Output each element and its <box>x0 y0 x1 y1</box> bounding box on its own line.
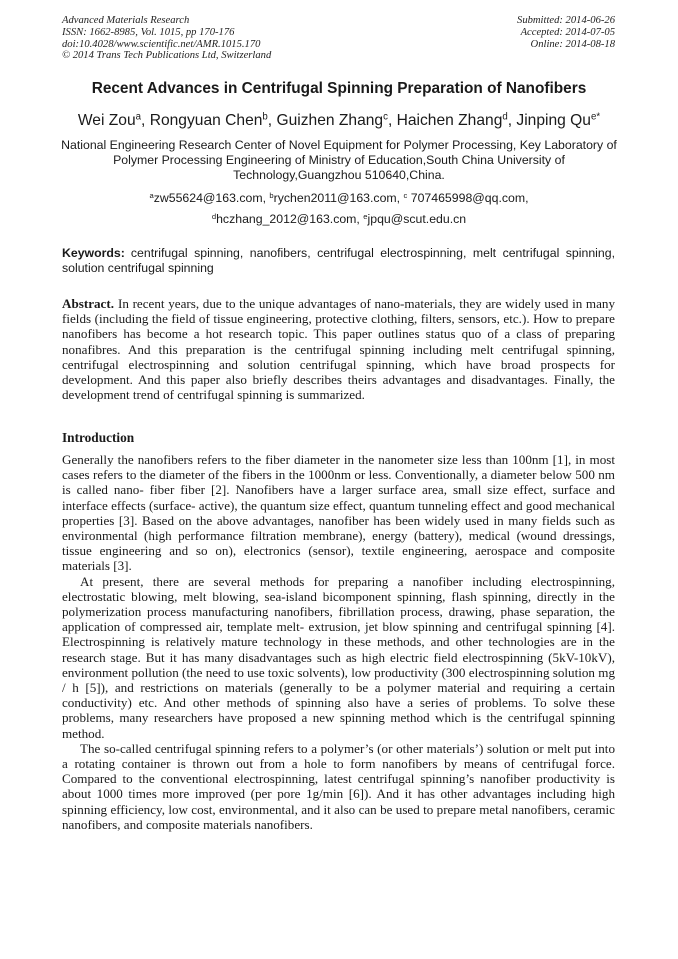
date-accepted: Accepted: 2014-07-05 <box>520 26 615 38</box>
author: Jinping $Qu^{e*}$ <box>516 111 601 129</box>
email-line: $^d$hczhang_2012@163.com, $^e$jpqu@scut.edu.cn <box>211 211 467 226</box>
author-list <box>30 112 648 130</box>
publication-dates <box>517 15 615 50</box>
journal-name: Advanced Materials Research <box>62 15 190 26</box>
author-emails <box>60 188 618 230</box>
paper-title: Recent Advances in Centrifugal Spinning Preparation of Nanofibers <box>91 80 587 97</box>
author: Rongyuan Chen$^b$, <box>149 111 277 129</box>
keywords-text: centrifugal spinning, nanofibers, centrifugal electrospinning, melt centrifugal spinning, solution centrifugal spinning <box>62 246 615 275</box>
keywords-label: Keywords: <box>62 246 125 260</box>
introduction-body <box>62 452 615 832</box>
email-link[interactable]: 707465998@qq.com, <box>407 191 529 205</box>
journal-doi: doi:10.4028/www.scientific.net/AMR.1015.170 <box>62 38 261 50</box>
abstract-text: In recent years, due to the unique advantages of nano-materials, they are widely used in many fields (including the field of tissue engineering, protective clothing, filters, sensors, etc.). How to prepare nanofibers has become a hot research topic. This paper outlines status quo of a class of preparing nonafibres. And this preparation is the centrifugal spinning including melt centrifugal spinning, centrifugal electrospinning and solution centrifugal spinning, which have broad prospects for development. And this paper also briefly describes theirs advantages and disadvantages. Finally, the development trend of centrifugal spinning is summarized. <box>62 296 615 403</box>
paragraph: At present, there are several methods for preparing a nanofiber including electrospinning, electrostatic blowing, melt blowing, sea-island bicomponent spinning, flash spinning, directly in the polymerization process manufacturing nanofibers, fibrillation process, drawing, phase separation, the application of compressed air, template melt- extrusion, jet blow spinning and centrifugal spinning [4]. Electrospinning is relatively mature technology in these methods, and other technologies are in the research stage. But it has many disadvantages such as high electric field electrospinning (5kV-10kV), environment pollution (the need to use toxic solvents), low productivity (300 electrospinning solution mg / h [5]), and restrictions on materials (generally to be a polymer material and requiring a certain conductivity) etc. And other methods of spinning also have a series of problems. To solve these problems, many researchers have proposed a new spinning method which is the centrifugal spinning method. <box>62 573 615 741</box>
section-heading-introduction: Introduction <box>62 430 135 445</box>
date-online: Online: 2014-08-18 <box>530 38 615 50</box>
author: Wei Zou$^a$, <box>77 111 150 129</box>
paragraph: Generally the nanofibers refers to the fiber diameter in the nanometer size less than 100nm [1], in most cases refers to the diameter of the fibers in the 1000nm or less. Conventionally, a diameter below 500 nm is called nano- fiber fiber [2]. Nanofibers have a larger surface area, small size effect, surface and interface effects (surface- active), the quantum size effect, quantum tunneling effect and good mechanical properties [3]. Based on the above advantages, nanofiber has been widely used in many fields such as environmental (high performance filtration membrane), energy (battery), medical (wound dressings, tissue engineering and so on), electronics (sensor), textile engineering, aerospace and composite materials [3]. <box>62 452 615 574</box>
email-link[interactable]: jpqu@scut.edu.cn <box>367 212 467 226</box>
abstract <box>62 296 615 402</box>
email-line: $^a$zw55624@163.com, $^b$rychen2011@163.com, $^c$ 707465998@qq.com, <box>149 190 529 205</box>
author: Haichen Zhang$^d$, <box>396 111 517 129</box>
journal-info <box>62 15 271 62</box>
keywords <box>62 246 615 276</box>
author: Guizhen Zhang$^c$, <box>276 111 397 129</box>
abstract-label: Abstract. <box>62 296 114 311</box>
affiliation: National Engineering Research Center of Novel Equipment for Polymer Processing, Key Laboratory of Polymer Processing Engineering of Ministry of Education,South China University of Technology,Guangzhou 510640,China. <box>61 138 617 182</box>
journal-issn: ISSN: 1662-8985, Vol. 1015, pp 170-176 <box>62 26 235 38</box>
email-link[interactable]: hczhang_2012@163.com, <box>216 212 364 226</box>
email-link[interactable]: rychen2011@163.com, <box>273 191 404 205</box>
paragraph: The so-called centrifugal spinning refers to a polymer’s (or other materials’) solution or melt put into a rotating container is thrown out from a hole to form nanofibers by means of centrifugal force. Compared to the conventional electrospinning, latest centrifugal spinning’s nanofiber productivity is about 1000 times more improved (per pore 1g/min [6]). And it has other advantages including high spinning efficiency, low cost, environmental, and it also can be used to prepare metal nanofibers, ceramic nanofibers, and composite materials nanofibers. <box>62 740 615 832</box>
email-link[interactable]: zw55624@163.com, <box>153 191 270 205</box>
date-submitted: Submitted: 2014-06-26 <box>517 15 615 26</box>
journal-copyright: © 2014 Trans Tech Publications Ltd, Switzerland <box>62 50 272 62</box>
